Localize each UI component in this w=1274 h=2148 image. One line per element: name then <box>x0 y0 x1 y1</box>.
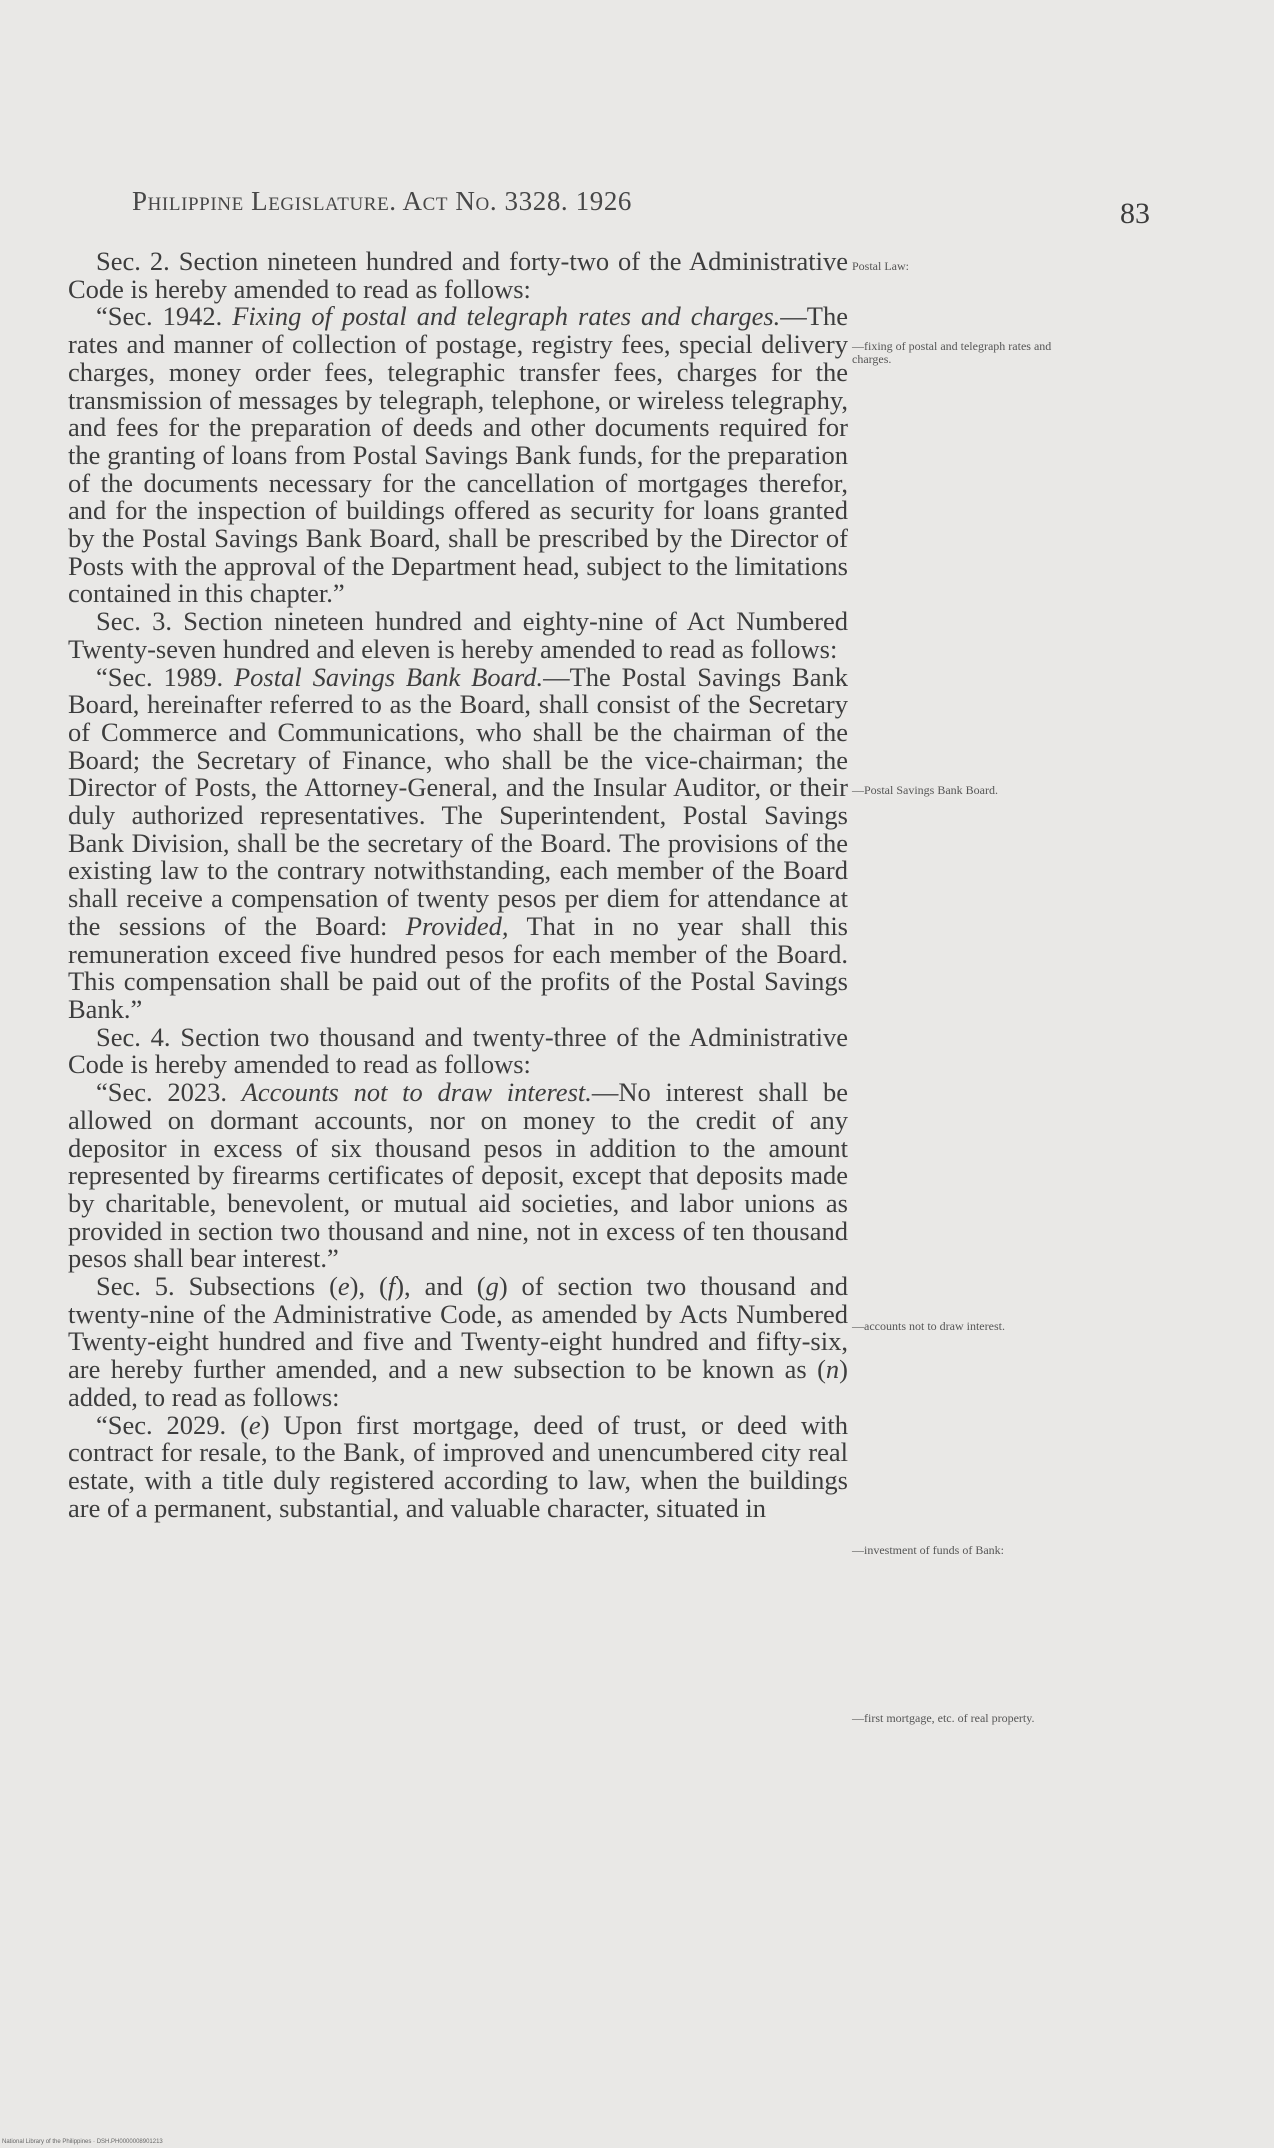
margin-note-fixing-rates: —fixing of postal and telegraph rates and charges. <box>852 339 1052 366</box>
section-2023-body: —No interest shall be allowed on dormant accounts, nor on money to the credit of any depositor in excess of six thousand pesos in addition to the amount represented by firearms certificates of deposit, except that deposits made by charitable, benevolent, or mutual aid societies, and labor unions as provided in section two thousand and nine, not in excess of ten thousand pesos shall bear interest.” <box>68 1077 849 1274</box>
section-2023-title: Accounts not to draw interest. <box>241 1077 592 1108</box>
margin-note-first-mortgage: —first mortgage, etc. of real property. <box>852 1711 1035 1725</box>
scan-credit: National Library of the Philippines · DSH.PH0000008901213 <box>2 2139 163 2145</box>
section-1942-lead: “Sec. 1942. <box>96 301 233 332</box>
subsection-f-ref: f <box>387 1271 396 1302</box>
section-2029-lead: “Sec. 2029. ( <box>96 1409 249 1440</box>
margin-note-postal-law: Postal Law: <box>852 259 909 273</box>
separator-2: ), and ( <box>395 1271 486 1302</box>
section-2023-lead: “Sec. 2023. <box>96 1077 242 1108</box>
section-2023-text <box>68 1079 848 1273</box>
section-1989-text <box>68 661 848 1024</box>
statute-text <box>68 248 848 1522</box>
section-5-intro-part-3: ) added, to read as follows: <box>68 1354 848 1412</box>
section-1989-title: Postal Savings Bank Board. <box>234 661 544 692</box>
section-5-intro <box>68 1273 848 1412</box>
section-2029-text <box>68 1409 848 1523</box>
section-4-intro: Sec. 4. Section two thousand and twenty-three of the Administrative Code is hereby amended to read as follows: <box>68 1021 848 1080</box>
running-header: Philippine Legislature. Act No. 3328. 1926 <box>132 186 633 216</box>
section-1989-proviso: Provided, <box>405 910 509 941</box>
section-1942-body: —The rates and manner of collection of postage, registry fees, special delivery charges, money order fees, telegraphic transfer fees, charges for the transmission of messages by telegraph, telephone, or wireless telegraphy, and fees for the preparation of deeds and other documents required for the granting of loans from Postal Savings Bank funds, for the preparation of the documents necessary for the cancellation of mortgages therefor, and for the inspection of buildings offered as security for loans granted by the Postal Savings Bank Board, shall be prescribed by the Director of Posts with the approval of the Department head, subject to the limitations contained in this chapter.” <box>68 301 848 609</box>
section-2029-body: ) Upon first mortgage, deed of trust, or deed with contract for resale, to the Bank, of improved and unencumbered city real estate, with a title duly registered according to law, when the buildings are of a permanent, substantial, and valuable character, situated in <box>68 1409 848 1523</box>
margin-note-accounts: —accounts not to draw interest. <box>852 1319 1005 1333</box>
section-1942-title: Fixing of postal and telegraph rates and charges. <box>232 301 781 332</box>
margin-note-bank-board: —Postal Savings Bank Board. <box>852 783 998 797</box>
section-2-intro: Sec. 2. Section nineteen hundred and forty-two of the Administrative Code is hereby amended to read as follows: <box>68 246 848 304</box>
section-1989-body-2: That in no year shall this remuneration exceed five hundred pesos for each member of the Board. This compensation shall be paid out of the profits of the Postal Savings Bank.” <box>68 910 848 1024</box>
page-number: 83 <box>1120 197 1150 230</box>
section-5-intro-part-2: ) of section two thousand and twenty-nine of the Administrative Code, as amended by Acts Numbered Twenty-eight hundred and five and Twenty-eight hundred and fifty-six, are hereby further amended, and a new subsection to be known as ( <box>68 1271 848 1385</box>
section-1989-body-1: —The Postal Savings Bank Board, hereinafter referred to as the Board, shall consist of the Secretary of Commerce and Communications, who shall be the chairman of the Board; the Secretary of Finance, who shall be the vice-chairman; the Director of Posts, the Attorney-General, and the Insular Auditor, or their duly authorized representatives. The Superintendent, Postal Savings Bank Division, shall be the secretary of the Board. The provisions of the existing law to the contrary notwithstanding, each member of the Board shall receive a compensation of twenty pesos per diem for attendance at the sessions of the Board: <box>68 661 848 941</box>
section-1942-text <box>68 303 848 608</box>
subsection-n-ref: n <box>825 1354 840 1385</box>
subsection-g-ref: g <box>485 1271 499 1302</box>
separator-1: ), ( <box>349 1271 388 1302</box>
section-2029-subsection-e: e <box>248 1409 261 1440</box>
section-5-intro-part-1: Sec. 5. Subsections ( <box>96 1271 338 1302</box>
subsection-e-ref: e <box>337 1271 350 1302</box>
margin-note-investment: —investment of funds of Bank: <box>852 1543 1004 1557</box>
section-3-intro: Sec. 3. Section nineteen hundred and eighty-nine of Act Numbered Twenty-seven hundred and eleven is hereby amended to read as follows: <box>68 606 848 664</box>
section-1989-lead: “Sec. 1989. <box>96 661 234 692</box>
